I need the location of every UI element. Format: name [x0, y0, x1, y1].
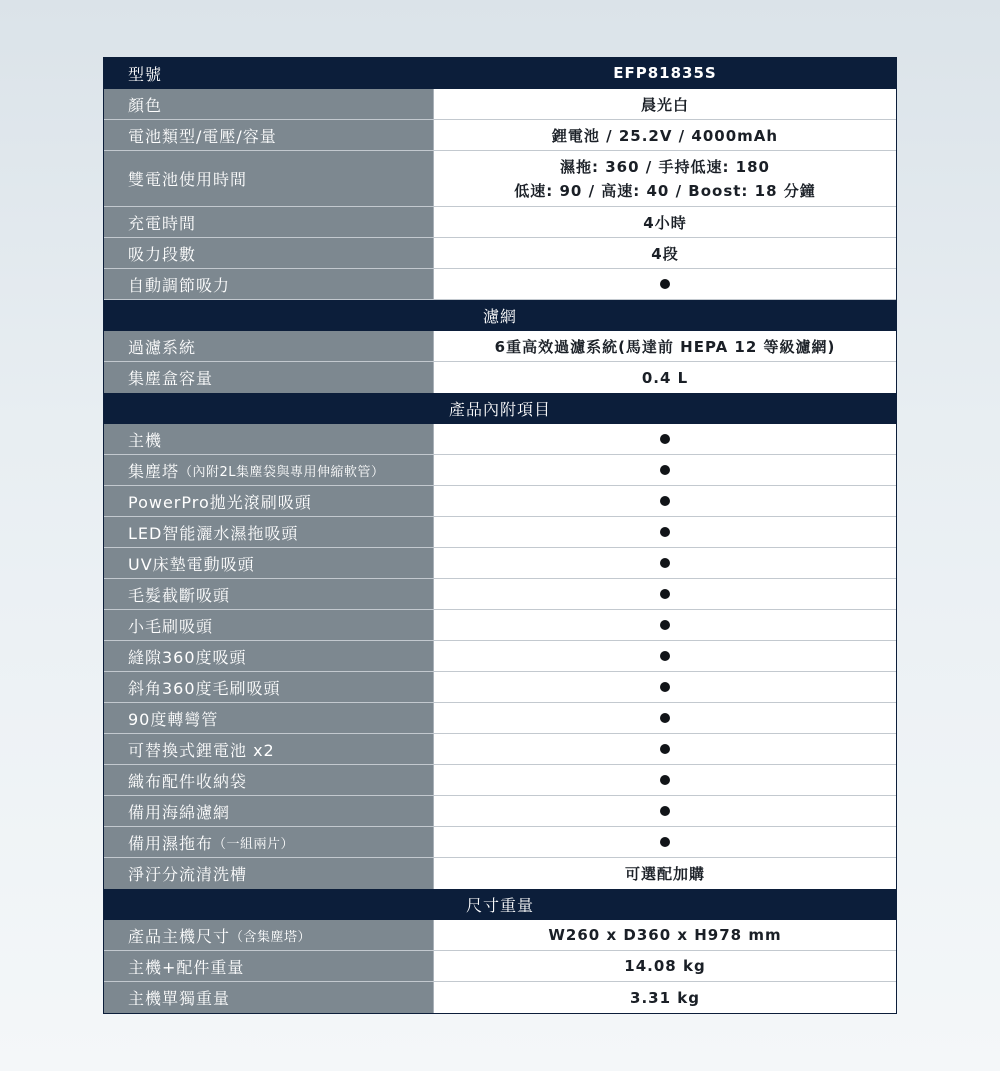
dimensions-section-title: 尺寸重量 — [465, 895, 534, 915]
dimension-row-value — [434, 920, 896, 950]
accessory-row — [104, 548, 896, 579]
accessory-row-label-text: UV床墊電動吸頭 — [128, 554, 255, 574]
accessory-row — [104, 579, 896, 610]
auto-suction-value — [434, 269, 896, 299]
color-value: 晨光白 — [434, 89, 896, 119]
accessory-row-label — [104, 858, 434, 889]
model-value: EFP81835S — [434, 58, 896, 88]
included-dot-icon — [660, 651, 670, 661]
dimension-row-value-text: W260 x D360 x H978 mm — [548, 926, 782, 944]
accessory-row-label — [104, 703, 434, 733]
accessory-row-value — [434, 703, 896, 733]
dimension-row — [104, 951, 896, 982]
included-dot-icon — [660, 496, 670, 506]
dimension-row-label-text: 產品主機尺寸 — [128, 926, 231, 946]
filter-system-row — [104, 331, 896, 362]
model-label: 型號 — [104, 58, 434, 88]
battery-label: 電池類型/電壓/容量 — [104, 120, 434, 150]
filter-system-value: 6重高效過濾系統(馬達前 HEPA 12 等級濾網) — [434, 331, 896, 361]
accessory-row-label-text: LED智能灑水濕拖吸頭 — [128, 523, 299, 543]
accessories-section-header — [104, 393, 896, 424]
suction-levels-value: 4段 — [434, 238, 896, 268]
dimension-row-label — [104, 951, 434, 981]
charge-time-value: 4小時 — [434, 207, 896, 237]
accessory-row-label-text: 備用海綿濾網 — [128, 802, 231, 822]
auto-suction-row — [104, 269, 896, 300]
dimension-row-value-text: 14.08 kg — [624, 957, 706, 975]
suction-levels-label: 吸力段數 — [104, 238, 434, 268]
dimension-row-label-text: 主機單獨重量 — [128, 989, 231, 1008]
accessory-row — [104, 734, 896, 765]
dimensions-section-header — [104, 889, 896, 920]
accessory-row-label-note: （一組兩片） — [213, 836, 295, 852]
accessory-row-value — [434, 486, 896, 516]
accessory-row — [104, 672, 896, 703]
charge-time-row — [104, 207, 896, 238]
suction-levels-row — [104, 238, 896, 269]
included-dot-icon — [660, 558, 670, 568]
dimension-row — [104, 982, 896, 1013]
accessory-row-label — [104, 765, 434, 795]
accessory-row-label-text: 毛髮截斷吸頭 — [128, 585, 231, 605]
included-dot-icon — [660, 434, 670, 444]
accessory-row-value — [434, 455, 896, 485]
accessory-row-label-text: 小毛刷吸頭 — [128, 616, 214, 636]
accessory-row-value — [434, 641, 896, 671]
accessory-row-value — [434, 579, 896, 609]
accessory-row-label — [104, 641, 434, 671]
dimension-row — [104, 920, 896, 951]
dimensions-rows — [104, 920, 896, 1013]
dimension-row-value — [434, 951, 896, 981]
accessories-section-title: 產品內附項目 — [448, 399, 551, 419]
accessory-row — [104, 827, 896, 858]
accessory-row-label — [104, 517, 434, 547]
included-dot-icon — [660, 279, 670, 289]
accessory-row — [104, 858, 896, 889]
accessory-row-label — [104, 672, 434, 702]
runtime-row — [104, 151, 896, 207]
included-dot-icon — [660, 465, 670, 475]
color-row — [104, 89, 896, 120]
accessory-row-value — [434, 827, 896, 857]
accessory-row-value — [434, 858, 896, 889]
accessory-row-label-text: PowerPro拋光滾刷吸頭 — [128, 492, 312, 512]
accessory-row-value-text: 可選配加購 — [624, 865, 705, 883]
accessory-row-value — [434, 765, 896, 795]
accessory-row-label-text: 織布配件收納袋 — [128, 771, 248, 791]
included-dot-icon — [660, 682, 670, 692]
filter-section-title: 濾網 — [482, 306, 517, 326]
accessory-row — [104, 610, 896, 641]
accessory-row — [104, 424, 896, 455]
accessory-row-value — [434, 796, 896, 826]
accessory-row — [104, 703, 896, 734]
accessory-row-label — [104, 796, 434, 826]
accessory-row-value — [434, 517, 896, 547]
dust-box-label: 集塵盒容量 — [104, 362, 434, 393]
accessory-row — [104, 796, 896, 827]
accessory-row — [104, 765, 896, 796]
accessory-row-value — [434, 548, 896, 578]
accessory-row — [104, 455, 896, 486]
accessory-row-label — [104, 486, 434, 516]
model-row — [104, 58, 896, 89]
accessory-row-label — [104, 579, 434, 609]
dust-box-row — [104, 362, 896, 393]
dimension-row-label-note: （含集塵塔） — [230, 929, 312, 945]
accessory-row-value — [434, 610, 896, 640]
accessory-row — [104, 641, 896, 672]
accessory-row-label-text: 集塵塔 — [128, 461, 180, 481]
filter-rows — [104, 331, 896, 393]
dimension-row-label — [104, 920, 434, 950]
accessory-row-label — [104, 548, 434, 578]
dimension-row-label — [104, 982, 434, 1013]
runtime-line-1: 濕拖: 360 / 手持低速: 180 — [560, 157, 770, 176]
included-dot-icon — [660, 713, 670, 723]
accessory-row-label — [104, 455, 434, 485]
runtime-label: 雙電池使用時間 — [104, 151, 434, 206]
accessory-row-label-text: 90度轉彎管 — [128, 709, 219, 729]
accessory-row-label — [104, 827, 434, 857]
included-dot-icon — [660, 806, 670, 816]
accessory-row-label-text: 淨汙分流清洗槽 — [128, 865, 248, 884]
accessory-row-label-note: （內附2L集塵袋與專用伸縮軟管） — [179, 464, 385, 480]
runtime-value — [434, 151, 896, 206]
accessory-row-label-text: 斜角360度毛刷吸頭 — [128, 678, 281, 698]
accessory-row-label-text: 備用濕拖布 — [128, 833, 214, 853]
dimension-row-value-text: 3.31 kg — [630, 988, 700, 1007]
accessory-row-label — [104, 734, 434, 764]
accessory-row-label — [104, 610, 434, 640]
auto-suction-label: 自動調節吸力 — [104, 269, 434, 299]
included-dot-icon — [660, 589, 670, 599]
filter-system-label: 過濾系統 — [104, 331, 434, 361]
included-dot-icon — [660, 744, 670, 754]
accessory-row-label-text: 可替換式鋰電池 x2 — [128, 740, 275, 760]
color-label: 顏色 — [104, 89, 434, 119]
included-dot-icon — [660, 837, 670, 847]
accessory-row-label-text: 縫隙360度吸頭 — [128, 647, 247, 667]
dimension-row-value — [434, 982, 896, 1013]
included-dot-icon — [660, 775, 670, 785]
dust-box-value: 0.4 L — [434, 362, 896, 393]
included-dot-icon — [660, 620, 670, 630]
runtime-line-2: 低速: 90 / 高速: 40 / Boost: 18 分鐘 — [514, 181, 816, 200]
charge-time-label: 充電時間 — [104, 207, 434, 237]
accessory-row-label-text: 主機 — [128, 430, 163, 450]
battery-value: 鋰電池 / 25.2V / 4000mAh — [434, 120, 896, 150]
dimension-row-label-text: 主機+配件重量 — [128, 957, 245, 977]
accessory-row — [104, 517, 896, 548]
included-dot-icon — [660, 527, 670, 537]
accessory-row-value — [434, 734, 896, 764]
battery-row — [104, 120, 896, 151]
filter-section-header — [104, 300, 896, 331]
accessory-row-label — [104, 424, 434, 454]
accessory-row-value — [434, 672, 896, 702]
accessory-row-value — [434, 424, 896, 454]
accessories-rows — [104, 424, 896, 889]
accessory-row — [104, 486, 896, 517]
spec-table — [103, 57, 897, 1014]
